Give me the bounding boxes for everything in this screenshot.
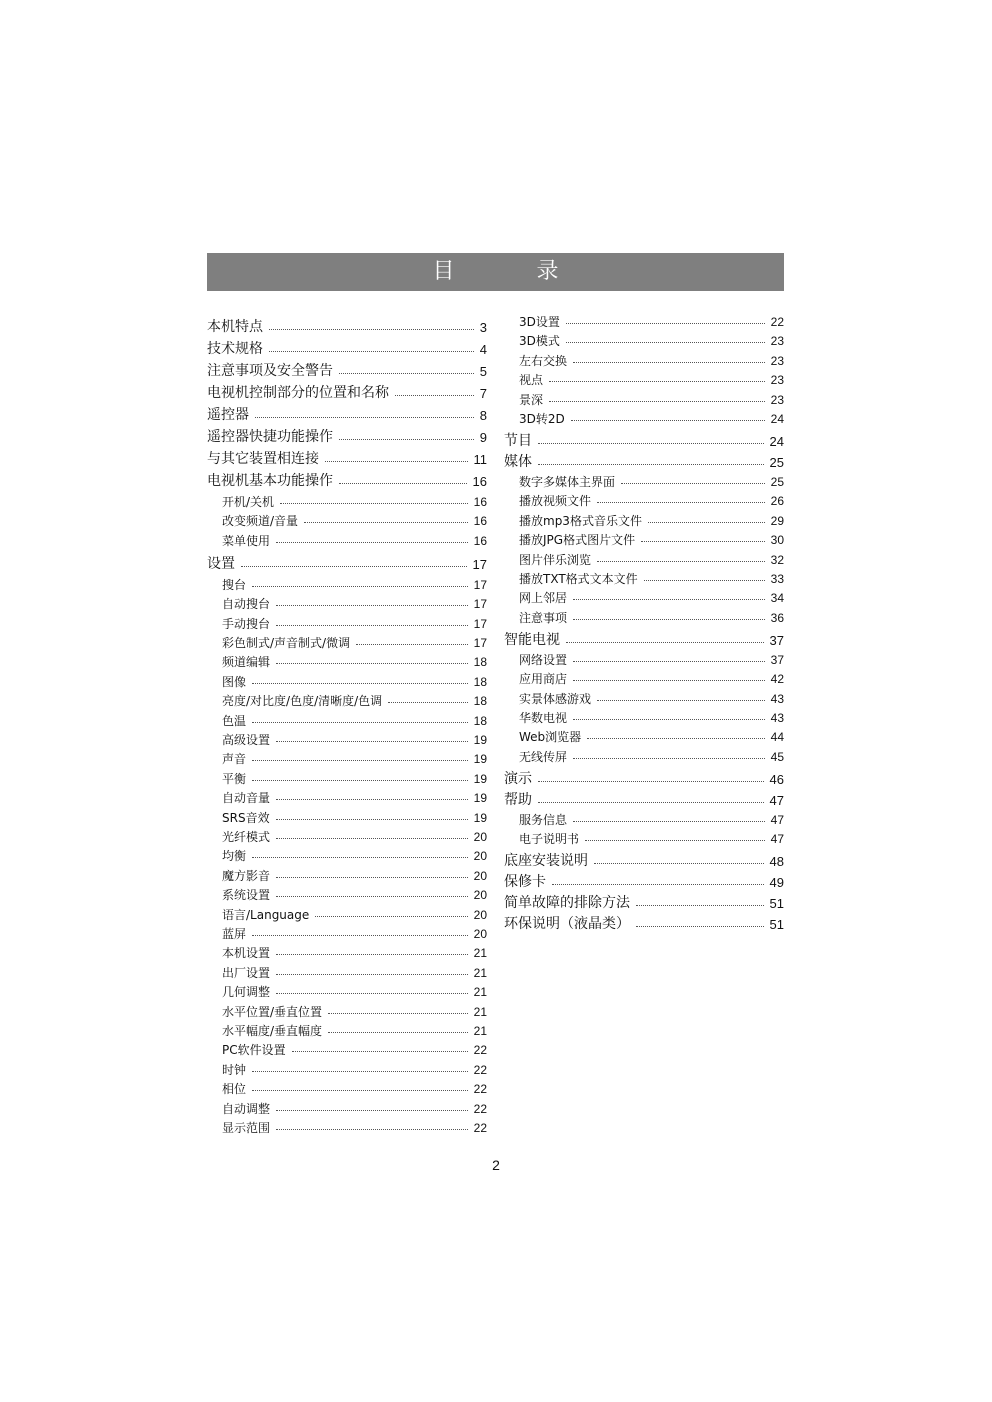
dot-leader (585, 840, 765, 841)
toc-entry-label: 演示 (504, 770, 532, 787)
toc-entry (504, 495, 784, 507)
dot-leader (276, 1129, 468, 1130)
toc-entry (207, 637, 487, 649)
toc-entry-label: PC软件设置 (222, 1043, 286, 1058)
toc-entry-label: 亮度/对比度/色度/清晰度/色调 (222, 694, 383, 709)
dot-leader (255, 417, 474, 418)
toc-entry-label: 景深 (519, 392, 544, 407)
toc-entry-label: 本机特点 (207, 319, 263, 335)
toc-entry-page: 19 (473, 752, 487, 767)
toc-entry-label: 出厂设置 (222, 965, 271, 980)
toc-entry-label: 时钟 (222, 1062, 247, 1077)
toc-entry (207, 430, 487, 444)
toc-entry-label: 几何调整 (222, 985, 271, 1000)
toc-entry-label: 注意事项及安全警告 (207, 363, 333, 379)
toc-entry (504, 731, 784, 743)
toc-entry-page: 16 (473, 533, 487, 548)
toc-entry (207, 831, 487, 843)
toc-entry-label: 开机/关机 (222, 495, 275, 509)
toc-entry (504, 712, 784, 724)
dot-leader (573, 680, 765, 681)
toc-entry (504, 515, 784, 527)
toc-entry-page: 22 (473, 1101, 487, 1116)
dot-leader (292, 1051, 468, 1052)
toc-entry (207, 320, 487, 334)
dot-leader (573, 661, 765, 662)
dot-leader (573, 619, 765, 620)
toc-entry-label: 水平位置/垂直位置 (222, 1004, 323, 1019)
dot-leader (566, 323, 765, 324)
toc-entry (504, 896, 784, 910)
toc-entry-label: 显示范围 (222, 1121, 271, 1135)
toc-entry (207, 1122, 487, 1134)
toc-entry-page: 20 (473, 927, 487, 941)
dot-leader (276, 625, 468, 626)
toc-entry-page: 22 (473, 1082, 487, 1097)
dot-leader (276, 819, 468, 820)
dot-leader (328, 1013, 468, 1014)
toc-entry (504, 316, 784, 328)
toc-entry (207, 598, 487, 610)
toc-entry (504, 455, 784, 469)
toc-entry-label: 魔方影音 (222, 868, 271, 883)
toc-entry-page: 43 (770, 711, 784, 725)
toc-entry (207, 1006, 487, 1018)
toc-entry-page: 44 (770, 730, 784, 745)
toc-entry-page: 33 (770, 572, 784, 586)
toc-entry-page: 4 (479, 342, 487, 357)
toc-entry-page: 19 (473, 810, 487, 825)
dot-leader (538, 781, 764, 782)
toc-entry (207, 773, 487, 785)
dot-leader (549, 401, 765, 402)
toc-entry-label: 左右交换 (519, 353, 568, 368)
dot-leader (276, 993, 468, 994)
toc-entry-label: 相位 (222, 1082, 247, 1097)
toc-entry-label: 手动搜台 (222, 616, 271, 631)
toc-entry-page: 23 (770, 334, 784, 349)
dot-leader (252, 722, 468, 723)
toc-entry-page: 11 (473, 452, 487, 467)
toc-entry-label: 色温 (222, 713, 247, 728)
toc-entry-label: 频道编辑 (222, 655, 271, 670)
dot-leader (276, 896, 468, 897)
toc-entry (207, 967, 487, 979)
toc-entry-label: 底座安装说明 (504, 853, 588, 870)
toc-entry-page: 16 (473, 495, 487, 509)
dot-leader (571, 420, 765, 421)
toc-entry-label: 系统设置 (222, 888, 271, 903)
dot-leader (280, 503, 468, 504)
toc-entry-page: 17 (473, 597, 487, 612)
toc-entry (504, 394, 784, 406)
toc-entry (207, 695, 487, 707)
toc-entry (504, 434, 784, 448)
toc-entry (504, 772, 784, 786)
toc-entry (207, 792, 487, 804)
toc-entry (207, 1083, 487, 1095)
toc-entry-label: 技术规格 (207, 341, 263, 357)
toc-entry-label: 改变频道/音量 (222, 514, 299, 529)
toc-entry-label: 3D转2D (519, 412, 565, 426)
toc-entry-page: 32 (770, 552, 784, 567)
toc-entry-label: 自动音量 (222, 791, 271, 806)
dot-leader (573, 719, 765, 720)
toc-entry (207, 889, 487, 901)
toc-entry (207, 1064, 487, 1076)
dot-leader (538, 443, 764, 444)
toc-entry-page: 20 (473, 868, 487, 883)
toc-entry-page: 17 (472, 556, 487, 572)
dot-leader (276, 542, 468, 543)
dot-leader (241, 566, 467, 567)
dot-leader (566, 642, 764, 643)
dot-leader (269, 329, 474, 330)
toc-entry-page: 22 (770, 315, 784, 329)
toc-entry-page: 17 (473, 577, 487, 592)
toc-entry-page: 17 (473, 636, 487, 650)
dot-leader (597, 700, 765, 701)
toc-entry-label: 保修卡 (504, 874, 546, 891)
toc-entry (504, 592, 784, 604)
toc-entry-page: 42 (770, 672, 784, 687)
toc-entry-label: 简单故障的排除方法 (504, 895, 630, 912)
dot-leader (252, 1071, 468, 1072)
toc-entry-label: 自动搜台 (222, 597, 271, 612)
toc-entry (207, 452, 487, 466)
toc-entry-label: 服务信息 (519, 812, 568, 827)
dot-leader (538, 464, 764, 465)
dot-leader (339, 373, 474, 374)
toc-entry-page: 21 (473, 946, 487, 961)
toc-entry-label: 本机设置 (222, 946, 271, 961)
toc-entry-label: 注意事项 (519, 610, 568, 625)
toc-entry-page: 25 (769, 455, 784, 470)
dot-leader (594, 863, 764, 864)
toc-entry (504, 554, 784, 566)
toc-entry-label: 平衡 (222, 771, 247, 786)
toc-entry-page: 23 (770, 373, 784, 388)
toc-entry-page: 45 (770, 749, 784, 764)
toc-entry-page: 20 (473, 907, 487, 922)
toc-entry-page: 16 (473, 514, 487, 529)
toc-entry (207, 1025, 487, 1037)
toc-entry (207, 676, 487, 688)
toc-entry (504, 476, 784, 488)
toc-entry-label: 电子说明书 (519, 832, 580, 847)
toc-entry-label: Web浏览器 (519, 730, 582, 745)
dot-leader (648, 522, 765, 523)
toc-entry-page: 51 (769, 917, 784, 933)
dot-leader (252, 857, 468, 858)
toc-entry-label: 播放TXT格式文本文件 (519, 572, 638, 586)
dot-leader (597, 561, 765, 562)
toc-entry (207, 386, 487, 400)
dot-leader (328, 1032, 468, 1033)
dot-leader (356, 644, 468, 645)
toc-entry (207, 557, 487, 571)
toc-entry-label: 图片伴乐浏览 (519, 552, 592, 567)
toc-entry-label: 水平幅度/垂直幅度 (222, 1024, 323, 1038)
toc-entry-page: 46 (769, 771, 784, 787)
toc-entry-page: 47 (769, 792, 784, 808)
toc-entry-label: 播放JPG格式图片文件 (519, 533, 636, 548)
toc-entry-page: 7 (479, 386, 487, 401)
dot-leader (252, 683, 468, 684)
page-number: 2 (492, 1157, 500, 1173)
toc-entry-label: 帮助 (504, 791, 532, 808)
dot-leader (587, 738, 764, 739)
toc-entry-label: 网上邻居 (519, 591, 568, 606)
dot-leader (597, 502, 765, 503)
toc-entry-label: 智能电视 (504, 631, 560, 648)
toc-entry (504, 673, 784, 685)
toc-entry (504, 335, 784, 347)
toc-entry (504, 854, 784, 868)
dot-leader (573, 758, 765, 759)
toc-entry-label: 数字多媒体主界面 (519, 475, 616, 489)
toc-entry (504, 355, 784, 367)
toc-entry (207, 715, 487, 727)
dot-leader (276, 838, 468, 839)
toc-entry-page: 19 (473, 791, 487, 806)
dot-leader (641, 541, 765, 542)
toc-entry-page: 26 (770, 494, 784, 509)
toc-entry-page: 16 (472, 474, 487, 489)
toc-entry-label: 搜台 (222, 577, 247, 592)
toc-entry-page: 29 (770, 513, 784, 528)
toc-entry-page: 49 (769, 875, 784, 891)
toc-entry (207, 408, 487, 422)
toc-entry-page: 51 (769, 896, 784, 912)
toc-entry-page: 22 (473, 1062, 487, 1077)
toc-entry (504, 534, 784, 546)
toc-entry-label: 应用商店 (519, 672, 568, 687)
dot-leader (252, 780, 468, 781)
toc-entry-page: 48 (769, 854, 784, 870)
dot-leader (388, 702, 467, 703)
toc-entry-label: 声音 (222, 752, 247, 767)
toc-entry-label: 电视机基本功能操作 (207, 473, 333, 489)
toc-entry-label: 高级设置 (222, 733, 271, 747)
toc-entry-label: 蓝屏 (222, 927, 247, 941)
toc-entry-page: 18 (473, 694, 487, 709)
toc-entry-label: 播放mp3格式音乐文件 (519, 513, 642, 528)
toc-entry-page: 24 (769, 434, 784, 449)
dot-leader (339, 483, 467, 484)
toc-entry-page: 25 (770, 475, 784, 489)
dot-leader (636, 926, 764, 927)
toc-entry-label: 自动调整 (222, 1101, 271, 1116)
toc-entry (504, 413, 784, 425)
toc-entry-label: 光纤模式 (222, 830, 271, 844)
toc-entry-label: 设置 (207, 555, 235, 572)
toc-entry-label: 图像 (222, 674, 247, 689)
dot-leader (276, 799, 468, 800)
dot-leader (573, 362, 765, 363)
dot-leader (252, 935, 468, 936)
toc-entry-label: 视点 (519, 373, 544, 388)
toc-entry-label: 3D模式 (519, 334, 560, 349)
toc-entry-label: 节目 (504, 433, 532, 449)
toc-entry (207, 734, 487, 746)
toc-entry (207, 753, 487, 765)
toc-entry-label: 彩色制式/声音制式/微调 (222, 636, 351, 650)
dot-leader (538, 802, 764, 803)
dot-leader (252, 760, 468, 761)
dot-leader (276, 954, 468, 955)
dot-leader (636, 905, 764, 906)
toc-entry-label: 无线传屏 (519, 749, 568, 764)
toc-entry-page: 21 (473, 965, 487, 980)
toc-entry-page: 5 (479, 364, 487, 379)
toc-entry-page: 18 (473, 674, 487, 689)
toc-entry-page: 34 (770, 591, 784, 606)
toc-entry (207, 850, 487, 862)
toc-entry-label: 播放视频文件 (519, 494, 592, 509)
toc-entry (504, 612, 784, 624)
dot-leader (252, 1090, 468, 1091)
toc-title: 目 录 (207, 253, 784, 291)
toc-entry-label: 与其它装置相连接 (207, 451, 319, 467)
toc-entry-label: 电视机控制部分的位置和名称 (207, 385, 389, 401)
toc-entry (207, 618, 487, 630)
toc-entry-page: 21 (473, 1024, 487, 1038)
toc-entry-page: 24 (770, 412, 784, 426)
toc-entry-page: 20 (473, 830, 487, 844)
dot-leader (339, 439, 474, 440)
dot-leader (276, 605, 468, 606)
dot-leader (573, 821, 765, 822)
toc-entry-label: 遥控器 (207, 407, 249, 423)
dot-leader (276, 974, 468, 975)
toc-entry-page: 21 (473, 1004, 487, 1019)
toc-entry (207, 812, 487, 824)
toc-entry-page: 30 (770, 533, 784, 548)
toc-entry-label: 华数电视 (519, 711, 568, 725)
toc-entry-label: 环保说明（液晶类） (504, 916, 630, 933)
toc-entry (207, 909, 487, 921)
dot-leader (315, 916, 467, 917)
toc-entry (504, 751, 784, 763)
toc-entry (207, 496, 487, 508)
toc-entry-label: 实景体感游戏 (519, 691, 592, 706)
toc-entry (207, 947, 487, 959)
toc-entry (504, 793, 784, 807)
dot-leader (325, 461, 468, 462)
toc-entry (207, 535, 487, 547)
toc-entry-label: 遥控器快捷功能操作 (207, 429, 333, 445)
toc-entry (504, 875, 784, 889)
toc-entry (504, 374, 784, 386)
toc-entry-label: 媒体 (504, 454, 532, 470)
toc-entry (207, 364, 487, 378)
toc-entry-page: 23 (770, 353, 784, 368)
toc-entry (504, 633, 784, 647)
toc-entry-page: 19 (473, 771, 487, 786)
toc-entry-page: 37 (769, 632, 784, 648)
dot-leader (621, 483, 765, 484)
toc-entry (207, 515, 487, 527)
toc-entry (207, 870, 487, 882)
toc-entry (207, 986, 487, 998)
toc-entry-label: SRS音效 (222, 810, 270, 825)
toc-entry-page: 20 (473, 849, 487, 864)
dot-leader (276, 1110, 468, 1111)
toc-entry (207, 342, 487, 356)
toc-entry (504, 654, 784, 666)
toc-entry-label: 菜单使用 (222, 533, 271, 548)
dot-leader (252, 586, 468, 587)
toc-entry (207, 1103, 487, 1115)
toc-entry-page: 22 (473, 1121, 487, 1135)
toc-entry-page: 36 (770, 610, 784, 625)
toc-entry-label: 3D设置 (519, 315, 560, 329)
toc-entry-page: 43 (770, 691, 784, 706)
toc-entry-page: 47 (770, 832, 784, 847)
toc-entry-page: 47 (770, 812, 784, 827)
toc-entry-page: 17 (473, 616, 487, 631)
toc-entry-label: 均衡 (222, 849, 247, 864)
toc-entry-page: 23 (770, 392, 784, 407)
toc-entry-page: 37 (770, 652, 784, 667)
toc-entry-page: 19 (473, 733, 487, 747)
toc-entry (207, 928, 487, 940)
toc-entry (504, 573, 784, 585)
toc-entry-page: 8 (479, 408, 487, 423)
toc-entry-page: 22 (473, 1043, 487, 1058)
dot-leader (269, 351, 474, 352)
dot-leader (549, 381, 765, 382)
toc-entry-label: 语言/Language (222, 907, 310, 922)
toc-entry-page: 9 (479, 430, 487, 445)
dot-leader (566, 342, 765, 343)
dot-leader (573, 599, 765, 600)
toc-entry (504, 917, 784, 931)
toc-entry (207, 474, 487, 488)
dot-leader (304, 522, 468, 523)
dot-leader (644, 580, 765, 581)
toc-entry (207, 656, 487, 668)
toc-entry (504, 833, 784, 845)
toc-entry-page: 21 (473, 985, 487, 1000)
dot-leader (276, 741, 468, 742)
dot-leader (276, 877, 468, 878)
toc-entry-page: 18 (473, 655, 487, 670)
toc-entry-page: 3 (479, 320, 487, 335)
dot-leader (552, 884, 764, 885)
dot-leader (395, 395, 474, 396)
dot-leader (276, 663, 468, 664)
toc-entry (504, 693, 784, 705)
toc-entry (207, 1044, 487, 1056)
toc-entry-page: 20 (473, 888, 487, 903)
toc-entry-label: 网络设置 (519, 652, 568, 667)
toc-entry (207, 579, 487, 591)
toc-entry-page: 18 (473, 713, 487, 728)
toc-entry (504, 814, 784, 826)
